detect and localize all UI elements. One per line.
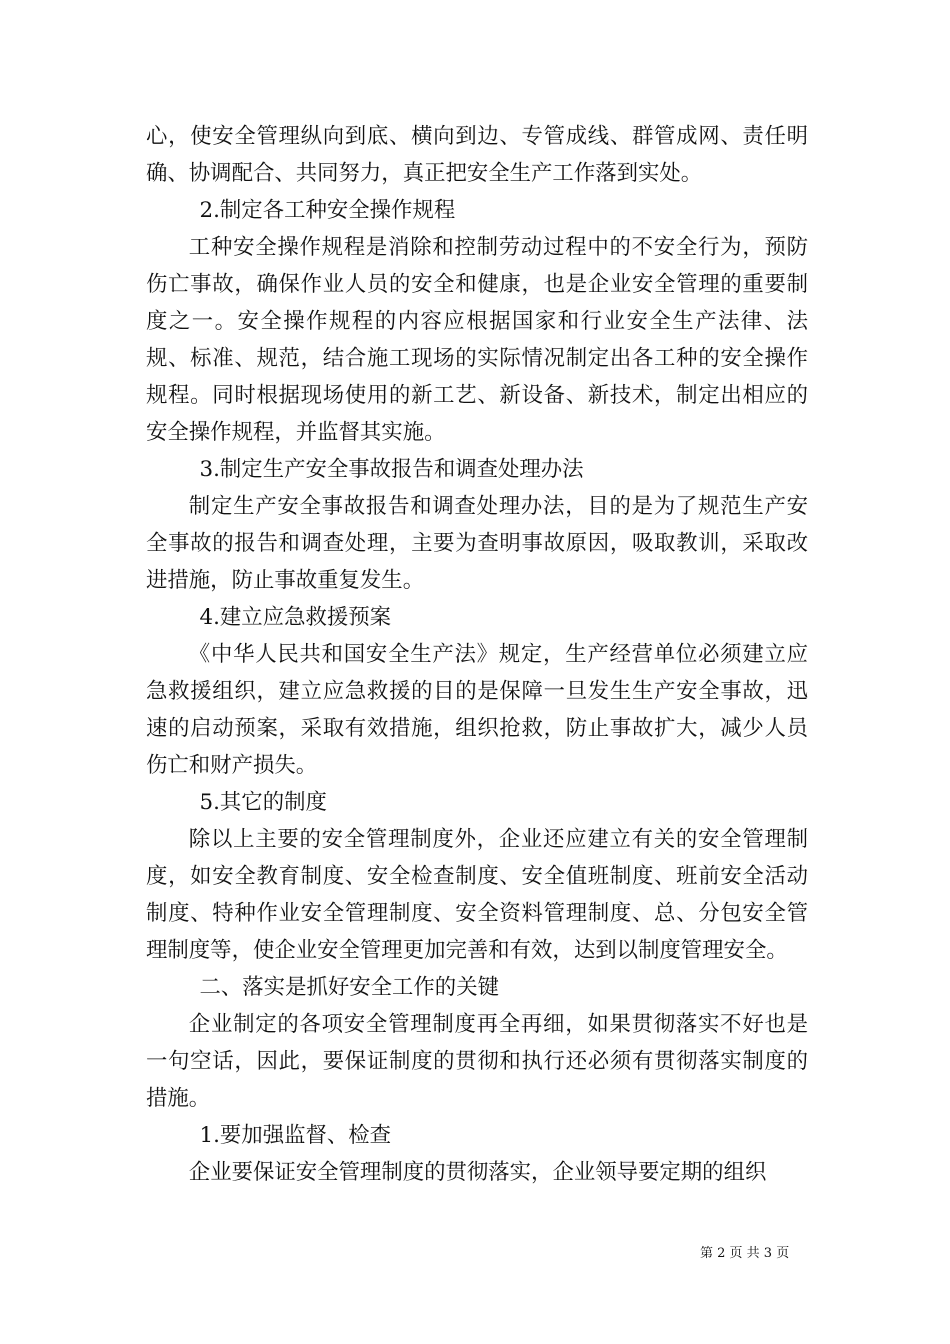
paragraph-implementation: 企业制定的各项安全管理制度再全再细，如果贯彻落实不好也是一句空话，因此，要保证制度的贯彻和执行还必须有贯彻落实制度的措施。 xyxy=(146,1012,808,1111)
paragraph-accident-reporting: 制定生产安全事故报告和调查处理办法，目的是为了规范生产安全事故的报告和调查处理，主要为查明事故原因，吸取教训，采取改进措施，防止事故重复发生。 xyxy=(146,494,808,593)
paragraph-continued: 心，使安全管理纵向到底、横向到边、专管成线、群管成网、责任明确、协调配合、共同努力，真正把安全生产工作落到实处。 xyxy=(146,124,808,186)
paragraph-other-systems: 除以上主要的安全管理制度外，企业还应建立有关的安全管理制度，如安全教育制度、安全检查制度、安全值班制度、班前安全活动制度、特种作业安全管理制度、安全资料管理制度、总、分包安全管理制度等，使企业安全管理更加完善和有效，达到以制度管理安全。 xyxy=(146,827,808,963)
section-heading-4: 4.建立应急救援预案 xyxy=(199,605,392,630)
section-heading-implementation: 二、落实是抓好安全工作的关键 xyxy=(199,975,499,1000)
section-heading-supervision: 1.要加强监督、检查 xyxy=(199,1123,392,1148)
paragraph-operating-procedures: 工种安全操作规程是消除和控制劳动过程中的不安全行为，预防伤亡事故，确保作业人员的安全和健康，也是企业安全管理的重要制度之一。安全操作规程的内容应根据国家和行业安全生产法律、法规、标准、规范，结合施工现场的实际情况制定出各工种的安全操作规程。同时根据现场使用的新工艺、新设备、新技术，制定出相应的安全操作规程，并监督其实施。 xyxy=(146,235,808,445)
section-heading-5: 5.其它的制度 xyxy=(199,790,327,815)
section-heading-3: 3.制定生产安全事故报告和调查处理办法 xyxy=(199,457,584,482)
section-heading-2: 2.制定各工种安全操作规程 xyxy=(199,198,456,223)
paragraph-emergency-plan: 《中华人民共和国安全生产法》规定，生产经营单位必须建立应急救援组织，建立应急救援的目的是保障一旦发生生产安全事故，迅速的启动预案，采取有效措施，组织抢救，防止事故扩大，减少人员伤亡和财产损失。 xyxy=(146,642,808,778)
page-number: 第 2 页 共 3 页 xyxy=(700,1246,790,1261)
paragraph-supervision: 企业要保证安全管理制度的贯彻落实，企业领导要定期的组织 xyxy=(188,1160,767,1185)
document-body xyxy=(146,118,808,1191)
